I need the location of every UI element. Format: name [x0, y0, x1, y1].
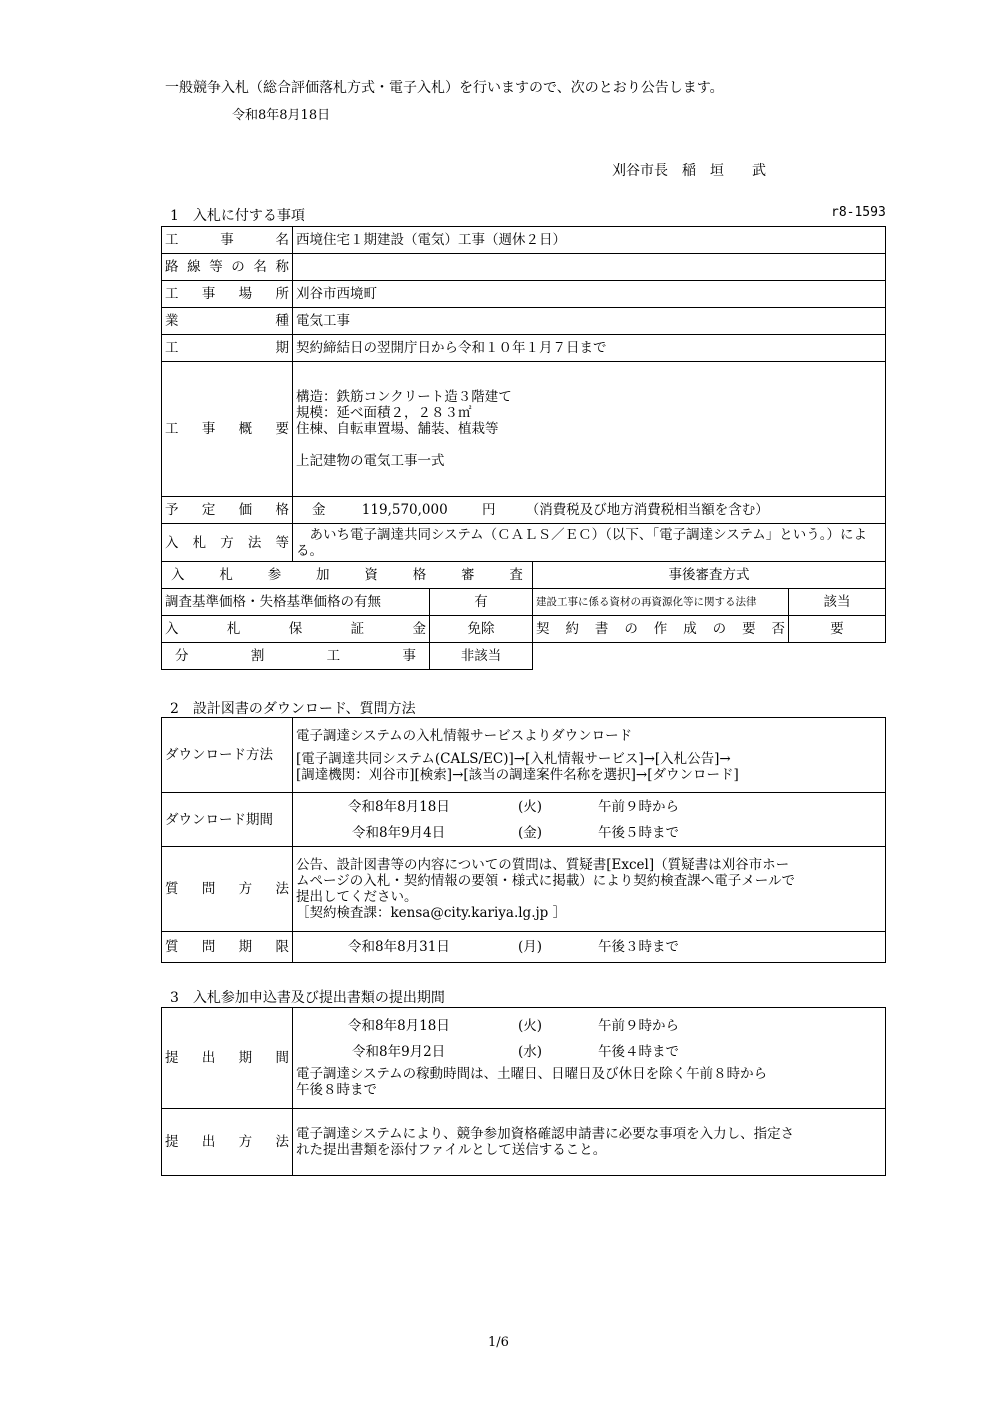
label-char: 法 — [275, 881, 289, 897]
row-label-text — [165, 502, 289, 518]
row-label — [162, 847, 293, 932]
summary-line: 規模：延べ面積２，２８３㎡ — [296, 405, 472, 421]
label-char: 事 — [201, 421, 216, 437]
section1-title: 1 入札に付する事項 — [170, 208, 305, 224]
label-char: 入 — [171, 567, 185, 583]
period-time: 午前９時から — [598, 798, 679, 815]
label-char: 名 — [275, 232, 289, 248]
label-char: の — [231, 259, 245, 275]
label-char: 事 — [220, 232, 234, 248]
label-char: 線 — [187, 259, 201, 275]
label-char: 間 — [275, 1050, 289, 1066]
period-dow: (水) — [518, 1044, 543, 1060]
label-char: 定 — [201, 502, 216, 518]
row-label-text — [165, 621, 426, 637]
method-line: [電子調達共同システム(CALS/EC)]→[入札情報サービス]→[入札公告]→ — [296, 750, 731, 767]
download-method-label: ダウンロード方法 — [162, 718, 293, 793]
method-line: 電子調達システムの入札情報サービスよりダウンロード — [296, 727, 633, 744]
label-char: 資 — [364, 567, 378, 583]
label-char: 保 — [288, 621, 303, 637]
row-label-text — [165, 1134, 289, 1150]
label-char: 場 — [238, 286, 253, 302]
label-char: 予 — [165, 502, 179, 518]
label-char: 期 — [238, 939, 253, 955]
row-label — [162, 562, 533, 589]
label-char: 期 — [275, 340, 289, 356]
label-char: 契 — [536, 621, 550, 637]
row-label-text — [165, 259, 289, 275]
intro-text: 一般競争入札（総合評価落札方式・電子入札）を行いますので、次のとおり公告します。 — [165, 80, 724, 96]
row-label — [162, 616, 430, 643]
notice-date: 令和8年8月18日 — [232, 108, 331, 123]
construction-period: 契約締結日の翌開庁日から令和１０年１月７日まで — [293, 335, 886, 362]
label-char: 査 — [509, 567, 523, 583]
label-char: 参 — [267, 567, 282, 583]
label-char: 工 — [326, 648, 341, 664]
label-char: の — [712, 621, 727, 637]
label-char: 工 — [165, 340, 179, 356]
row-label — [162, 308, 293, 335]
question-deadline — [293, 932, 886, 963]
period-date: 令和8年8月18日 — [348, 1018, 450, 1034]
deadline-time: 午後３時まで — [598, 939, 679, 955]
label-char: 名 — [253, 259, 267, 275]
label-char: 札 — [192, 534, 207, 551]
label-char: 事 — [402, 648, 416, 664]
label-char: 格 — [412, 567, 427, 583]
price-note: （消費税及び地方消費税相当額を含む） — [525, 502, 769, 518]
label-char: 札 — [219, 567, 233, 583]
label-char: 書 — [594, 621, 609, 637]
row-label-text — [165, 881, 289, 897]
label-char: 価 — [238, 502, 253, 518]
row-label-text — [165, 232, 289, 248]
row-label — [162, 932, 293, 963]
label-char: の — [624, 621, 638, 637]
label-char: 提 — [165, 1134, 179, 1150]
label-char: 審 — [461, 567, 475, 583]
section2-title: 2 設計図書のダウンロード、質問方法 — [170, 701, 416, 717]
row-label-text — [165, 421, 289, 437]
label-char: 期 — [238, 1050, 253, 1066]
label-char: 入 — [165, 621, 179, 637]
row-label-text — [165, 648, 426, 664]
label-char: 限 — [275, 939, 289, 955]
period-dow: (火) — [518, 1018, 543, 1034]
label-char: 作 — [653, 621, 668, 637]
row-label-text — [165, 313, 289, 329]
section3-table — [161, 1007, 886, 1176]
label-char: 種 — [275, 313, 289, 329]
label-char: 工 — [165, 421, 179, 437]
label-char: 加 — [316, 567, 330, 583]
summary-line: 住棟、自転車置場、舗装、植栽等 — [296, 421, 499, 437]
label-char: 問 — [201, 881, 216, 897]
period-time: 午後４時まで — [598, 1044, 679, 1060]
question-method — [293, 847, 886, 932]
deadline-dow: (月) — [518, 939, 543, 955]
label-char: 法 — [247, 534, 262, 551]
row-label-text — [165, 567, 529, 583]
period-dow: (火) — [518, 798, 543, 815]
period-time: 午後５時まで — [598, 824, 679, 841]
label-char: 方 — [220, 534, 234, 551]
period-date: 令和8年9月2日 — [352, 1044, 446, 1060]
label-char: 金 — [412, 621, 426, 637]
label-char: 割 — [250, 648, 265, 664]
label-char: 路 — [165, 259, 179, 275]
recycling-law-label: 建設工事に係る資材の再資源化等に関する法律 — [533, 589, 789, 616]
label-char: 格 — [275, 502, 289, 518]
industry-type: 電気工事 — [293, 308, 886, 335]
label-char: 称 — [275, 259, 289, 275]
label-char: 質 — [165, 881, 179, 897]
bid-bond-value: 免除 — [430, 616, 533, 643]
summary-line: 上記建物の電気工事一式 — [296, 453, 445, 469]
survey-price-value: 有 — [430, 589, 533, 616]
label-char: 提 — [165, 1050, 179, 1066]
qualification-review: 事後審査方式 — [533, 562, 886, 589]
label-char: 法 — [275, 1134, 289, 1150]
label-char: 業 — [165, 313, 179, 329]
label-char: 工 — [165, 232, 179, 248]
summary-line: 構造：鉄筋コンクリート造３階建て — [296, 389, 512, 405]
method-line: [調達機関：刈谷市][検索]→[該当の調達案件名称を選択]→[ダウンロード] — [296, 766, 739, 783]
section2-table — [161, 717, 886, 963]
label-char: 質 — [165, 939, 179, 955]
label-char: 証 — [350, 621, 365, 637]
reference-number: r8-1593 — [831, 205, 886, 220]
label-char: 所 — [275, 286, 289, 302]
issuer: 刈谷市長 稲 垣 武 — [612, 163, 766, 179]
section1-table — [161, 226, 886, 670]
row-label — [162, 362, 293, 497]
row-label — [162, 281, 293, 308]
question-line: 公告、設計図書等の内容についての質問は、質疑書[Excel]（質疑書は刈谷市ホー — [296, 857, 790, 873]
download-period-label: ダウンロード期間 — [162, 793, 293, 847]
price-prefix: 金 — [312, 502, 326, 518]
label-char: 方 — [238, 881, 253, 897]
period-note-line: 午後８時まで — [296, 1082, 377, 1098]
row-label-text — [536, 621, 785, 637]
price-amount: 119,570,000 — [361, 502, 448, 518]
project-location: 刈谷市西境町 — [293, 281, 886, 308]
label-char: 入 — [165, 534, 179, 551]
contract-value: 要 — [789, 616, 886, 643]
row-label-text — [165, 939, 289, 955]
label-char: 工 — [165, 286, 179, 302]
row-label — [162, 254, 293, 281]
split-work-value: 非該当 — [430, 643, 533, 670]
period-time: 午前９時から — [598, 1018, 679, 1034]
route-name — [293, 254, 886, 281]
row-label — [162, 335, 293, 362]
label-char: 方 — [238, 1134, 253, 1150]
row-label-text — [165, 286, 289, 302]
project-name: 西境住宅１期建設（電気）工事（週休２日） — [293, 227, 886, 254]
method-line: 電子調達システムにより、競争参加資格確認申請書に必要な事項を入力し、指定さ — [296, 1126, 795, 1142]
contract-label — [533, 616, 789, 643]
planned-price — [293, 497, 886, 524]
survey-price-label: 調査基準価格・失格基準価格の有無 — [162, 589, 430, 616]
period-date: 令和8年9月4日 — [352, 824, 446, 841]
download-method — [293, 718, 886, 793]
row-label — [162, 497, 293, 524]
question-line: ［契約検査課：kensa@city.kariya.lg.jp ］ — [296, 905, 567, 921]
label-char: 否 — [771, 621, 785, 637]
label-char: 出 — [201, 1134, 216, 1150]
price-unit: 円 — [481, 502, 496, 518]
label-char: 約 — [565, 621, 579, 637]
period-date: 令和8年8月18日 — [348, 798, 450, 815]
row-label — [162, 1008, 293, 1109]
row-label — [162, 524, 293, 562]
period-dow: (金) — [518, 824, 543, 841]
method-line: れた提出書類を添付ファイルとして送信すること。 — [296, 1142, 607, 1158]
bidding-method: あいち電子調達共同システム（ＣＡＬＳ／ＥＣ）（以下、「電子調達システム」という。）による。 — [293, 524, 886, 562]
submission-method — [293, 1109, 886, 1176]
label-char: 要 — [742, 621, 756, 637]
row-label-text — [165, 340, 289, 356]
question-line: 提出してください。 — [296, 889, 418, 905]
label-char: 概 — [238, 421, 253, 437]
download-period — [293, 793, 886, 847]
row-label-text — [165, 535, 289, 551]
label-char: 成 — [683, 621, 697, 637]
recycling-law-value: 該当 — [789, 589, 886, 616]
label-char: 要 — [275, 421, 289, 437]
section3-title: 3 入札参加申込書及び提出書類の提出期間 — [170, 990, 445, 1006]
submission-period — [293, 1008, 886, 1109]
label-char: 事 — [201, 286, 216, 302]
question-line: ムページの入札・契約情報の要領・様式に掲載）により契約検査課へ電子メールで — [296, 873, 795, 889]
label-char: 等 — [275, 534, 289, 551]
row-label — [162, 643, 430, 670]
label-char: 出 — [201, 1050, 216, 1066]
label-char: 問 — [201, 939, 216, 955]
label-char: 等 — [209, 259, 223, 275]
deadline-date: 令和8年8月31日 — [348, 939, 450, 955]
period-note-line: 電子調達システムの稼動時間は、土曜日、日曜日及び休日を除く午前８時から — [296, 1066, 768, 1082]
row-label — [162, 227, 293, 254]
label-char: 分 — [175, 648, 189, 664]
row-label — [162, 1109, 293, 1176]
page-number: 1/6 — [488, 1335, 509, 1350]
row-label-text — [165, 1050, 289, 1066]
project-summary — [293, 362, 886, 497]
label-char: 札 — [226, 621, 241, 637]
